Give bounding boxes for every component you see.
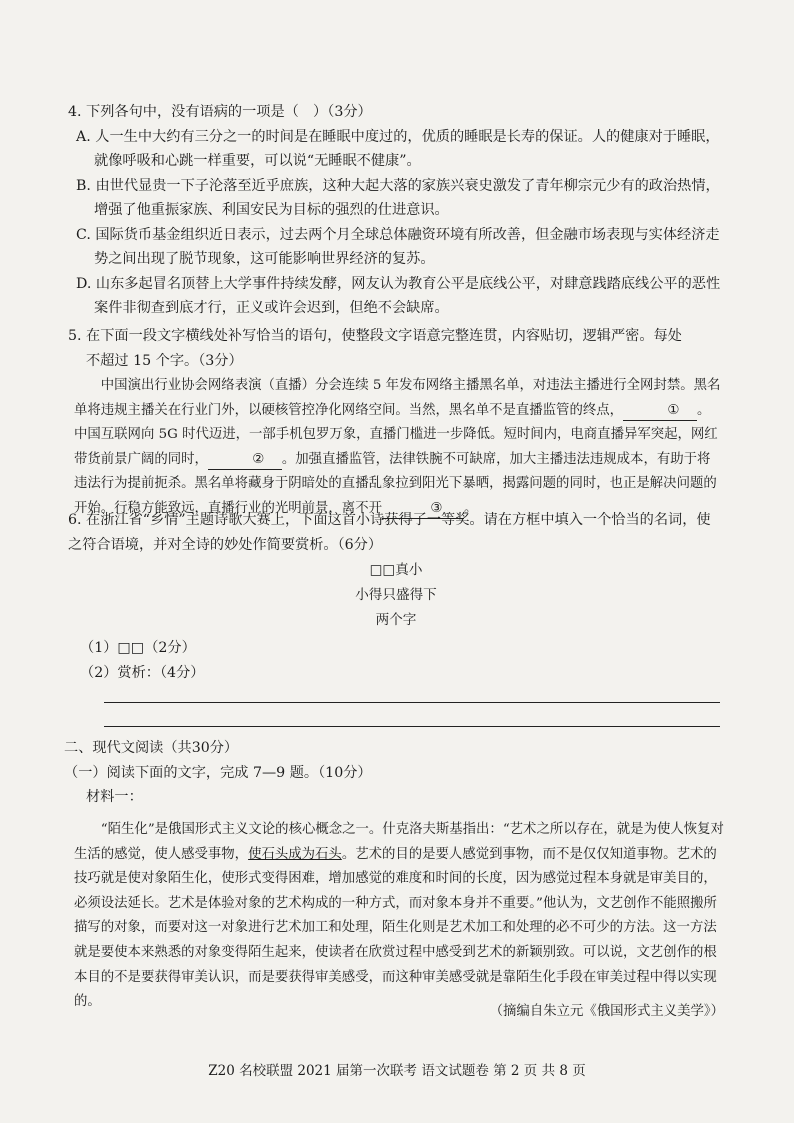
section-2-title: 二、现代文阅读（共30分） [64,740,239,756]
question-4-option-c: C. 国际货币基金组织近日表示，过去两个月全球总体融资环境有所改善，但金融市场表现与实体经济走势之间出现了脱节现象，这可能影响世界经济的复苏。 [76,226,720,267]
material-1-text [74,818,724,1015]
material-source: （摘编自朱立元《俄国形式主义美学》） [489,1004,724,1019]
answer-line-2 [104,726,720,727]
material-part-a: “陌生化”是俄国形式主义文论的核心概念之一。什克洛夫斯基指出：“艺术之所以存在，就是为使人恢复对生活的感觉，使人感受事物， [74,822,724,862]
blank-1: ① [623,402,697,421]
question-4-option-d: D. 山东多起冒名顶替上大学事件持续发酵，网友认为教育公平是底线公平，对肆意践踏底线公平的恶性案件非彻查到底才行，正义或许会迟到，但绝不会缺席。 [76,275,721,316]
material-underlined: 使石头成为石头 [248,846,342,862]
poem-line-1: □□真小 [369,562,423,578]
question-5 [68,324,724,373]
question-5-stem-line1: 5. 在下面一段文字横线处补写恰当的语句，使整段文字语意完整连贯，内容贴切，逻辑严密。每处 [68,328,682,344]
question-4 [68,100,724,321]
material-part-b: 。艺术的目的是要人感觉到事物，而不是仅仅知道事物。艺术的技巧就是使对象陌生化，使形式变得困难，增加感觉的难度和时间的长度，因为感觉过程本身就是审美目的，必须设法延长。艺术是体验对象的艺术构成的一种方式，而对象本身并不重要。”他认为，文艺创作不能照搬所描写的对象，而要对这一对象进行艺术加工和处理，陌生化则是艺术加工和处理的必不可少的方法。这一方法就是要使本来熟悉的对象变得陌生起来，使读者在欣赏过程中感受到艺术的新颖别致。可以说，文艺创作的根本目的不是要获得审美认识，而是要获得审美感受，而这种审美感受就是靠陌生化手段在审美过程中得以实现的。 [74,846,717,1010]
question-6-answers [80,636,724,685]
material-1-label: 材料一： [86,789,143,805]
question-6-stem: 6. 在浙江省“乡情”主题诗歌大赛上，下面这首小诗获得了一等奖。请在方框中填入一个恰当的名词，使之符合语境，并对全诗的妙处作简要赏析。（6分） [68,512,711,553]
poem-line-2: 小得只盛得下 [355,587,437,603]
page-footer: Z20 名校联盟 2021 届第一次联考 语文试题卷 第 2 页 共 8 页 [208,1063,586,1079]
passage-part-2: 。中国互联网向 5G 时代迈进，一部手机包罗万象，直播门槛进一步降低。短时间内，电商直播异军突起，网红带货前景广阔的同时， [74,402,718,467]
passage-part-1: 中国演出行业协会网络表演（直播）分会连续 5 年发布网络主播黑名单，对违法主播进行全网封禁。黑名单将违规主播关在行业门外，以硬核管控净化网络空间。当然，黑名单不是直播监管的终点， [74,378,721,418]
answer-line-1 [104,702,720,703]
passage-part-4: 。 [463,500,478,516]
question-4-stem: 4. 下列各句中，没有语病的一项是（ ）（3分） [68,104,372,120]
poem [68,558,724,633]
blank-3: ③ [382,500,464,519]
blank-2: ② [208,451,282,470]
question-4-option-a: A. 人一生中大约有三分之一的时间是在睡眠中度过的，优质的睡眠是长寿的保证。人的健康对于睡眠，就像呼吸和心跳一样重要，可以说“无睡眠不健康”。 [76,128,720,169]
question-6-sub-1: （1）□□（2分） [80,640,196,656]
section-2 [64,736,724,810]
question-5-stem-line2: 不超过 15 个字。（3分） [86,352,243,369]
question-6-sub-2: （2）赏析：（4分） [80,664,205,681]
question-5-passage [74,374,722,522]
poem-line-3: 两个字 [375,612,417,628]
section-2-subtitle: （一）阅读下面的文字，完成 7—9 题。（10分） [64,764,372,781]
passage-part-3: 。加强直播监管，法律铁腕不可缺席，加大主播违法违规成本，有助于将违法行为提前扼杀。黑名单将藏身于阴暗处的直播乱象拉到阳光下暴晒，揭露问题的同时，也正是解决问题的开始。行稳方能致远，直播行业的光明前景，离不开 [74,451,717,516]
question-6 [68,508,724,557]
question-4-option-b: B. 由世代显贵一下子沦落至近乎庶族，这种大起大落的家族兴衰史激发了青年柳宗元少有的政治热情，增强了他重振家族、利国安民为目标的强烈的仕进意识。 [76,177,720,218]
